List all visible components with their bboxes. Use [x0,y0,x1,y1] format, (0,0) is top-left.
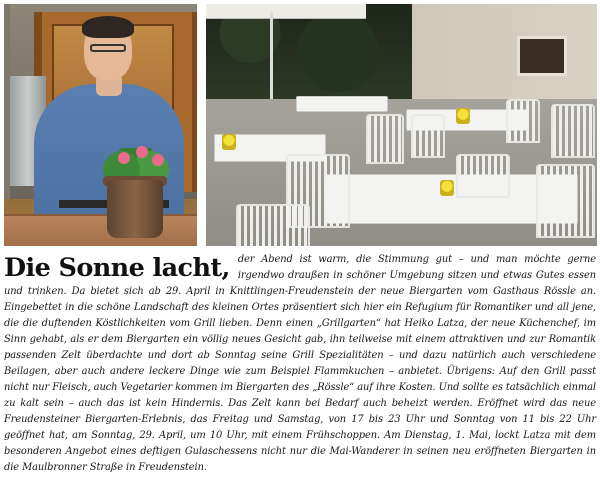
garden-table [296,96,388,112]
flower-icon [152,154,164,166]
garden-chair [456,154,510,198]
glasses [90,44,126,52]
headline: Die Sonne lacht, [4,253,230,283]
flower-icon [136,146,148,158]
garden-chair [551,104,595,158]
flower-pot [107,180,163,238]
window [517,36,567,76]
garden-chair [536,164,595,238]
article-body [4,252,596,476]
garden-chair [506,99,540,143]
counter [4,214,197,246]
garden-chair [411,114,445,158]
flower-icon [118,152,130,164]
garden-chair [236,204,310,246]
candle-icon [440,180,454,196]
candle-icon [222,134,236,150]
garden-chair [366,114,404,164]
article-text: der Abend ist warm, die Stimmung gut – und man möchte gerne irgendwo draußen in schöner Umgebung sitzen und etwas Gutes essen und trinken. Da bietet sich ab 29. April in Knittlingen-Freudenstein der neue Biergarten vom Gasthaus Rössle an. Eingebettet in die schöne Landschaft des kleinen Ortes präsentiert sich hier ein Refugium für Romantiker und all jene, die die duftenden Köstlichkeiten vom Grill lieben. Denn einen „Grillgarten“ hat Heiko Latza, der neue Küchenchef, im Sinn gehabt, als er dem Biergarten ein völlig neues Gesicht gab, ihn teilweise mit einem attraktiven und zur Romantik passenden Zelt überdachte und dort ab Sonntag seine Grill Spezialitäten – und dazu natürlich auch verschiedene Beilagen, aber auch andere leckere Dinge wie zum Beispiel Flammkuchen – anbietet. Übrigens: Auf den Grill passt nicht nur Fleisch, auch Vegetarier kommen im Biergarten des „Rössle“ auf ihre Kosten. Und sollte es tatsächlich einmal zu kalt sein – auch das ist kein Hindernis. Das Zelt kann bei Bedarf auch beheizt werden. Eröffnet wird das neue Freudensteiner Biergarten-Erlebnis, das Freitag und Samstag, von 17 bis 23 Uhr und Sonntag von 11 bis 22 Uhr geöffnet hat, am Sonntag, 29. April, um 10 Uhr, mit einem Frühschoppen. Am Dienstag, 1. Mai, lockt Latza mit dem besonderen Angebot eines deftigen Gulaschessens nicht nur die Mai-Wanderer in seinen neu eröffneten Biergarten in die Maulbronner Straße in Freudenstein. [4,254,596,473]
candle-icon [456,108,470,124]
building-wall [412,4,597,99]
beer-garden-photo [206,4,597,246]
chef-portrait-photo [4,4,197,246]
umbrella [206,4,366,19]
